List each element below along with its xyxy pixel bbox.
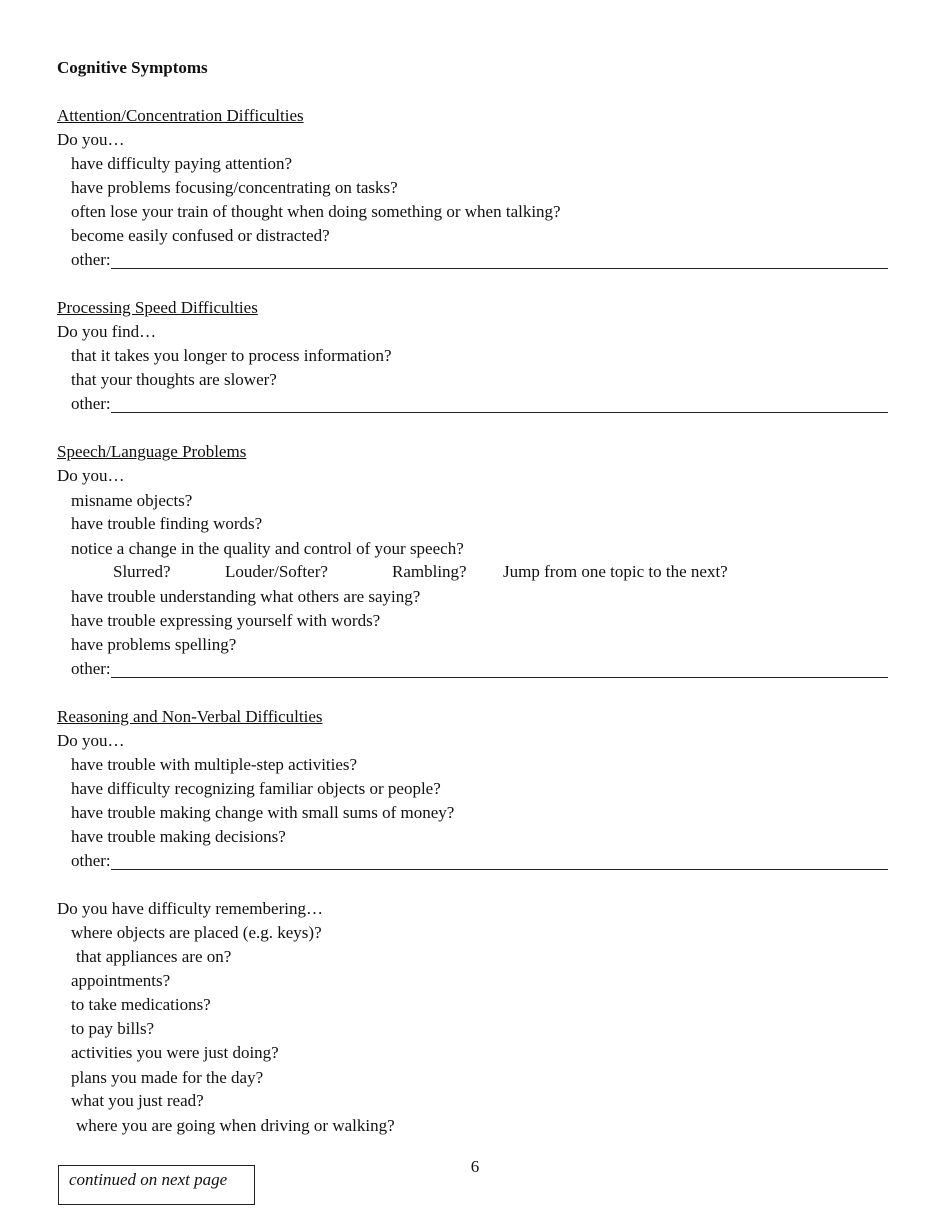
other-label: other: xyxy=(71,659,111,678)
section-prompt: Do you find… xyxy=(57,322,157,341)
blank-line xyxy=(111,852,888,870)
list-item: appointments? xyxy=(71,971,171,990)
page-number: 6 xyxy=(470,1157,480,1176)
list-item: to take medications? xyxy=(71,995,211,1014)
list-item: what you just read? xyxy=(71,1091,204,1110)
other-field-attention[interactable] xyxy=(71,250,888,270)
list-item: where you are going when driving or walking? xyxy=(76,1116,395,1135)
list-item: notice a change in the quality and control of your speech? xyxy=(71,539,464,558)
list-item: plans you made for the day? xyxy=(71,1068,264,1087)
speech-option-rambling: Rambling? xyxy=(392,562,467,581)
blank-line xyxy=(111,395,888,413)
list-item: activities you were just doing? xyxy=(71,1043,279,1062)
list-item: where objects are placed (e.g. keys)? xyxy=(71,923,322,942)
list-item: have problems focusing/concentrating on tasks? xyxy=(71,178,398,197)
section-heading-speech: Speech/Language Problems xyxy=(57,442,247,461)
list-item: have trouble understanding what others are saying? xyxy=(71,587,421,606)
other-label: other: xyxy=(71,851,111,870)
other-label: other: xyxy=(71,250,111,269)
list-item: that it takes you longer to process information? xyxy=(71,346,392,365)
other-field-speech[interactable] xyxy=(71,659,888,679)
list-item: have trouble making change with small sums of money? xyxy=(71,803,455,822)
continued-note-box xyxy=(58,1165,255,1205)
page-title: Cognitive Symptoms xyxy=(57,58,208,77)
section-heading-attention: Attention/Concentration Difficulties xyxy=(57,106,304,125)
section-prompt: Do you… xyxy=(57,466,125,485)
list-item: that your thoughts are slower? xyxy=(71,370,277,389)
list-item: have trouble making decisions? xyxy=(71,827,286,846)
section-prompt: Do you… xyxy=(57,731,125,750)
speech-option-slurred: Slurred? xyxy=(113,562,171,581)
list-item: have problems spelling? xyxy=(71,635,237,654)
list-item: misname objects? xyxy=(71,491,193,510)
list-item: to pay bills? xyxy=(71,1019,155,1038)
section-heading-processing: Processing Speed Difficulties xyxy=(57,298,258,317)
speech-option-louder-softer: Louder/Softer? xyxy=(225,562,328,581)
section-prompt-memory: Do you have difficulty remembering… xyxy=(57,899,323,918)
list-item: that appliances are on? xyxy=(76,947,232,966)
section-heading-reasoning: Reasoning and Non-Verbal Difficulties xyxy=(57,707,323,726)
list-item: have difficulty recognizing familiar objects or people? xyxy=(71,779,441,798)
list-item: have trouble with multiple-step activities? xyxy=(71,755,358,774)
list-item: have difficulty paying attention? xyxy=(71,154,293,173)
list-item: have trouble expressing yourself with words? xyxy=(71,611,381,630)
speech-option-topic-jump: Jump from one topic to the next? xyxy=(503,562,728,581)
section-prompt: Do you… xyxy=(57,130,125,149)
list-item: have trouble finding words? xyxy=(71,514,263,533)
list-item: become easily confused or distracted? xyxy=(71,226,330,245)
other-field-reasoning[interactable] xyxy=(71,851,888,871)
blank-line xyxy=(111,251,888,269)
continued-note: continued on next page xyxy=(69,1170,228,1189)
other-field-processing[interactable] xyxy=(71,394,888,414)
list-item: often lose your train of thought when doing something or when talking? xyxy=(71,202,561,221)
blank-line xyxy=(111,660,888,678)
other-label: other: xyxy=(71,394,111,413)
